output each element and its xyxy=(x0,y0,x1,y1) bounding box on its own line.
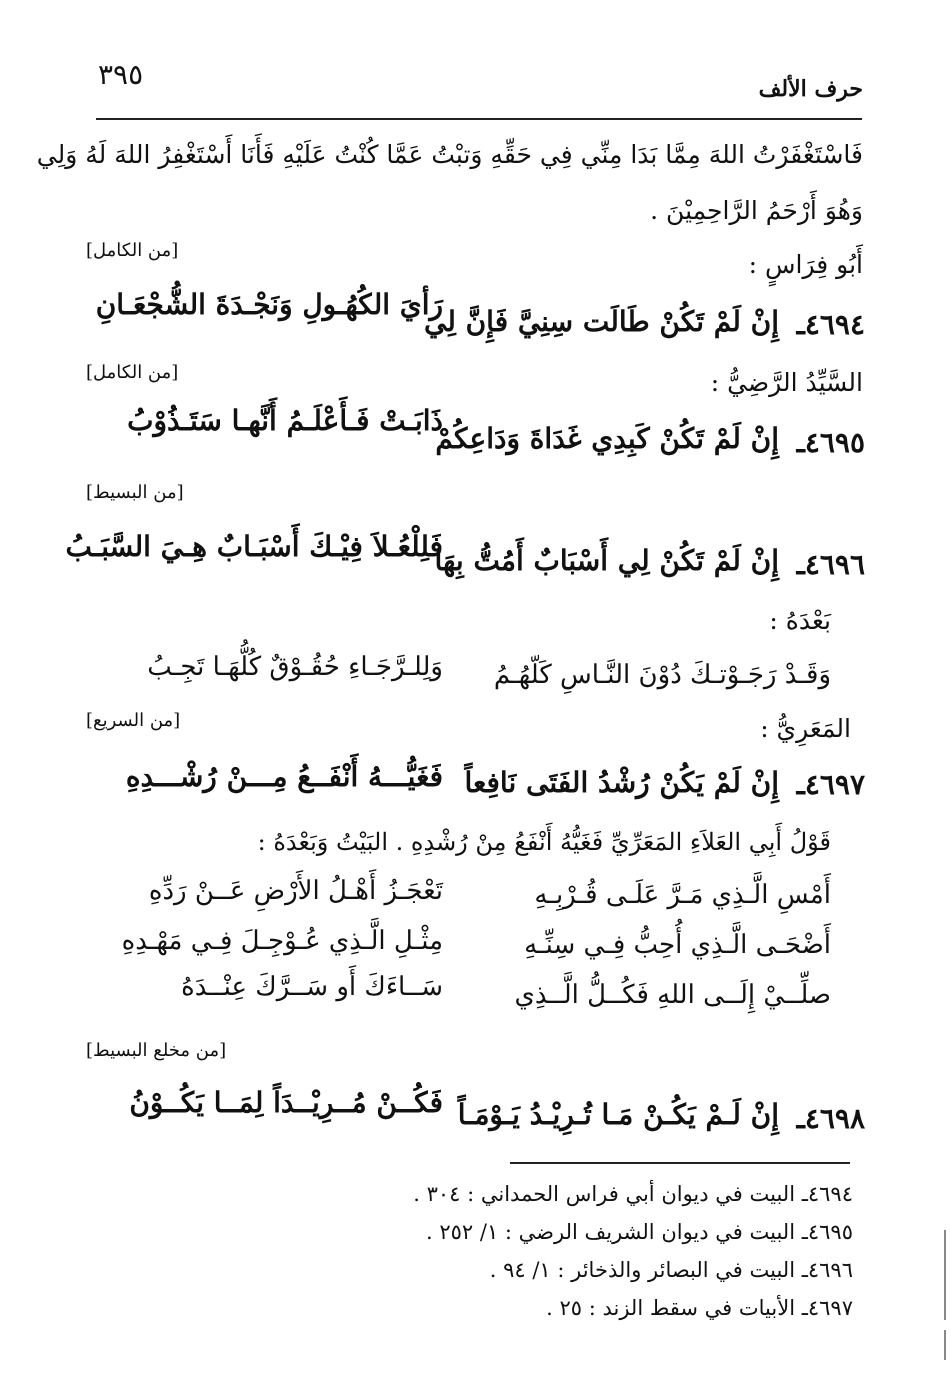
verse-first-hemistich: إِنْ لَمْ يَكُنْ رُشْدُ الفَتَى نَافِعاً xyxy=(464,766,779,799)
couplet-first-hemistich: أَمْسِ الَّـذِي مَـرَّ عَلَـى قُـرْبِـهِ xyxy=(534,880,831,910)
couplet-first-hemistich: أَضْحَـى الَّـذِي أُحِبُّ فِـي سِنِّـهِ xyxy=(524,930,831,960)
verse-first-hemistich: إِنْ لَمْ تَكُنْ طَالَت سِنِيَّ فَإِنَّ لِي xyxy=(423,305,779,338)
verse-first-hemistich: إِنْ لَـمْ يَكُـنْ مَـا تُـرِيْـدُ يَـوْمَـاً xyxy=(457,1098,779,1131)
meter-label: [من السريع] xyxy=(86,710,181,731)
footnote: ٤٦٩٦ـ البيت في البصائر والذخائر : ١/ ٩٤ . xyxy=(489,1258,853,1282)
couplet-second-hemistich: مِثْـلِ الَّـذِي عُـوْجِـلَ فِـي مَهْـدِهِ xyxy=(121,926,443,956)
footnote: ٤٦٩٥ـ البيت في ديوان الشريف الرضي : ١/ ٢٥٢ . xyxy=(426,1220,853,1244)
meter-label: [من الكامل] xyxy=(86,362,179,383)
header-rule xyxy=(96,118,862,120)
poet-name: السَّيِّدُ الرَّضِيُّ : xyxy=(710,368,863,397)
scan-edge-mark xyxy=(944,1330,946,1360)
scan-edge-mark xyxy=(944,1230,946,1320)
page-number: ٣٩٥ xyxy=(98,58,144,91)
verse-second-hemistich: رَأيَ الكُهُـولِ وَنَجْـدَةَ الشُّجْعَـانِ xyxy=(95,288,443,321)
verse-first-hemistich: وَقَـدْ رَجَـوْتـكَ دُوْنَ النَّـاسِ كَلّهُـمُ xyxy=(493,660,831,690)
meter-label: [من البسيط] xyxy=(86,482,184,503)
couplet-second-hemistich: تَعْجَـزُ أَهْـلُ الأَرْضِ عَــنْ رَدِّهِ xyxy=(148,876,443,906)
verse-second-hemistich: ذَابَـتْ فَـأَعْلَـمُ أَنَّهـا سَتَـذُوْبُ xyxy=(127,404,443,437)
verse-number: ٤٦٩٨ـ xyxy=(796,1102,865,1135)
prose-line-1: فَاسْتَغْفَرْتُ اللهَ مِمَّا بَدَا مِنِّي فِي حَقِّهِ وَتبْتُ عَمَّا كُنْتُ عَلَيْهِ فَأَنَا أَسْتَغْفِرُ اللهَ لَهُ وَلِي xyxy=(36,140,863,169)
verse-note: قَوْلُ أَبِي العَلاَءِ المَعَرِّيِّ فَغَيُّهُ أَنْفَعُ مِنْ رُشْدِهِ . البَيْتُ وَبَعْدَهُ : xyxy=(257,828,831,856)
verse-second-hemistich: فَغَيُّـــهُ أَنْفَــعُ مِـــنْ رُشْـــدِهِ xyxy=(125,760,443,793)
verse-second-hemistich: وَلِلـرَّجَـاءِ حُقُـوْقٌ كُلُّهَـا تَجِـبُ xyxy=(147,652,443,682)
couplet-second-hemistich: سَــاءَكَ أَو سَــرَّكَ عِنْــدَهُ xyxy=(181,972,443,1002)
after-label: بَعْدَهُ : xyxy=(769,606,831,635)
meter-label: [من الكامل] xyxy=(86,240,179,261)
verse-second-hemistich: فَكُــنْ مُــرِيْــدَاً لِمَــا يَكُــوْنُ xyxy=(129,1086,443,1119)
chapter-title: حرف الألف xyxy=(758,76,863,102)
verse-number: ٤٦٩٦ـ xyxy=(796,548,865,581)
verse-number: ٤٦٩٤ـ xyxy=(796,308,865,341)
footnote: ٤٦٩٧ـ الأبيات في سقط الزند : ٢٥ . xyxy=(546,1296,853,1320)
couplet-first-hemistich: صلِّــيْ إِلَــى اللهِ فَكُــلُّ الَّــذِي xyxy=(514,980,831,1010)
poet-name: أَبُو فِرَاسٍ : xyxy=(748,250,863,279)
prose-line-2: وَهُوَ أَرْحَمُ الرَّاحِمِيْنَ . xyxy=(650,196,863,225)
footnote: ٤٦٩٤ـ البيت في ديوان أبي فراس الحمداني : ٣٠٤ . xyxy=(413,1182,853,1206)
verse-second-hemistich: فَلِلْعُـلاَ فِيْـكَ أَسْبَـابٌ هِـيَ السَّبَـبُ xyxy=(65,530,443,563)
verse-number: ٤٦٩٧ـ xyxy=(796,768,865,801)
verse-number: ٤٦٩٥ـ xyxy=(796,426,865,459)
verse-first-hemistich: إِنْ لَمْ تَكُنْ كَبِدِي غَدَاةَ وَدَاعِكُمْ xyxy=(435,422,779,455)
meter-label: [من مخلع البسيط] xyxy=(86,1040,227,1061)
poet-name: المَعَرِيُّ : xyxy=(760,714,851,743)
footnote-rule xyxy=(510,1162,850,1164)
verse-first-hemistich: إِنْ لَمْ تَكُنْ لِي أَسْبَابٌ أَمُتُّ بِهَا xyxy=(434,544,779,577)
